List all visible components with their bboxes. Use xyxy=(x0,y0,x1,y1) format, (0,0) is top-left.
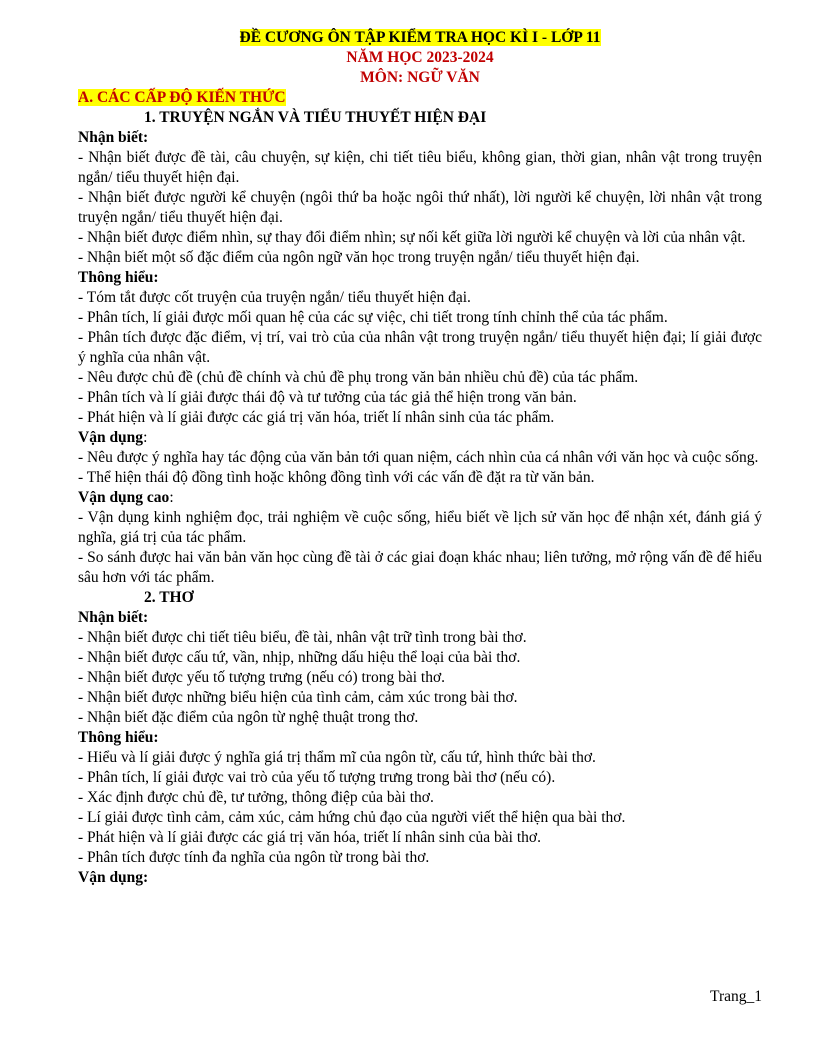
page-number: Trang_1 xyxy=(710,988,762,1005)
list-item: - Nhận biết được yếu tố tượng trưng (nếu có) trong bài thơ. xyxy=(78,669,446,686)
list-item: - Vận dụng kinh nghiệm đọc, trải nghiệm về cuộc sống, hiểu biết về lịch sử văn học để nhận xét, đánh giá ý nghĩa, giá trị của tác phẩm. xyxy=(78,509,762,546)
list-item: - Nêu được ý nghĩa hay tác động của văn bản tới quan niệm, cách nhìn của cá nhân với văn học và cuộc sống. xyxy=(78,449,759,466)
school-year: NĂM HỌC 2023-2024 xyxy=(346,49,494,66)
list-item: - Nhận biết được người kể chuyện (ngôi thứ ba hoặc ngôi thứ nhất), lời người kể chuyện, lời nhân vật trong truyện ngắn/ tiểu thuyết hiện đại. xyxy=(78,189,762,226)
list-item: - Nhận biết được điểm nhìn, sự thay đổi điểm nhìn; sự nối kết giữa lời người kể chuyện và lời của nhân vật. xyxy=(78,229,746,246)
part1-van-dung-cao-label: Vận dụng cao: xyxy=(78,489,174,506)
part2-title: 2. THƠ xyxy=(144,589,194,606)
list-item: - Phân tích, lí giải được mối quan hệ của các sự việc, chi tiết trong tính chỉnh thể của tác phẩm. xyxy=(78,309,668,326)
list-item: - Lí giải được tình cảm, cảm xúc, cảm hứng chủ đạo của người viết thể hiện qua bài thơ. xyxy=(78,809,626,826)
list-item: - Xác định được chủ đề, tư tưởng, thông điệp của bài thơ. xyxy=(78,789,434,806)
list-item: - Nhận biết một số đặc điểm của ngôn ngữ văn học trong truyện ngắn/ tiểu thuyết hiện đại. xyxy=(78,249,640,266)
document-title: ĐỀ CƯƠNG ÔN TẬP KIỂM TRA HỌC KÌ I - LỚP 11 xyxy=(239,29,601,46)
list-item: - Phân tích được tính đa nghĩa của ngôn từ trong bài thơ. xyxy=(78,849,430,866)
list-item: - Nhận biết được đề tài, câu chuyện, sự kiện, chi tiết tiêu biểu, không gian, thời gian, nhân vật trong truyện ngắn/ tiểu thuyết hiện đại. xyxy=(78,149,762,186)
list-item: - Phát hiện và lí giải được các giá trị văn hóa, triết lí nhân sinh của tác phẩm. xyxy=(78,409,555,426)
list-item: - Hiểu và lí giải được ý nghĩa giá trị thẩm mĩ của ngôn từ, cấu tứ, hình thức bài thơ. xyxy=(78,749,596,766)
list-item: - Nêu được chủ đề (chủ đề chính và chủ đề phụ trong văn bản nhiều chủ đề) của tác phẩm. xyxy=(78,369,639,386)
list-item: - Thể hiện thái độ đồng tình hoặc không đồng tình với các vấn đề đặt ra từ văn bản. xyxy=(78,469,595,486)
part2-thong-hieu-label: Thông hiểu: xyxy=(78,729,159,746)
part2-van-dung-label: Vận dụng: xyxy=(78,869,149,886)
list-item: - Nhận biết được chi tiết tiêu biểu, đề tài, nhân vật trữ tình trong bài thơ. xyxy=(78,629,527,646)
part1-title: 1. TRUYỆN NGẮN VÀ TIỂU THUYẾT HIỆN ĐẠI xyxy=(144,109,487,126)
list-item: - Phát hiện và lí giải được các giá trị văn hóa, triết lí nhân sinh của bài thơ. xyxy=(78,829,541,846)
section-a-title: A. CÁC CẤP ĐỘ KIẾN THỨC xyxy=(78,89,286,106)
list-item: - Tóm tắt được cốt truyện của truyện ngắn/ tiểu thuyết hiện đại. xyxy=(78,289,471,306)
list-item: - Phân tích, lí giải được vai trò của yếu tố tượng trưng trong bài thơ (nếu có). xyxy=(78,769,556,786)
list-item: - Phân tích được đặc điểm, vị trí, vai trò của của nhân vật trong truyện ngắn/ tiểu thuyết hiện đại; lí giải được ý nghĩa của nhân vật. xyxy=(78,329,762,366)
list-item: - Nhận biết được cấu tứ, vần, nhịp, những dấu hiệu thể loại của bài thơ. xyxy=(78,649,521,666)
list-item: - Nhận biết được những biểu hiện của tình cảm, cảm xúc trong bài thơ. xyxy=(78,689,518,706)
list-item: - So sánh được hai văn bản văn học cùng đề tài ở các giai đoạn khác nhau; liên tưởng, mở rộng vấn đề để hiểu sâu hơn với tác phẩm. xyxy=(78,549,762,586)
part1-nhan-biet-label: Nhận biết: xyxy=(78,129,149,146)
list-item: - Phân tích và lí giải được thái độ và tư tưởng của tác giả thể hiện trong văn bản. xyxy=(78,389,577,406)
list-item: - Nhận biết đặc điểm của ngôn từ nghệ thuật trong thơ. xyxy=(78,709,419,726)
subject: MÔN: NGỮ VĂN xyxy=(360,69,480,86)
part1-van-dung-label: Vận dụng: xyxy=(78,429,148,446)
part2-nhan-biet-label: Nhận biết: xyxy=(78,609,149,626)
document-header xyxy=(78,28,762,88)
part1-thong-hieu-label: Thông hiểu: xyxy=(78,269,159,286)
